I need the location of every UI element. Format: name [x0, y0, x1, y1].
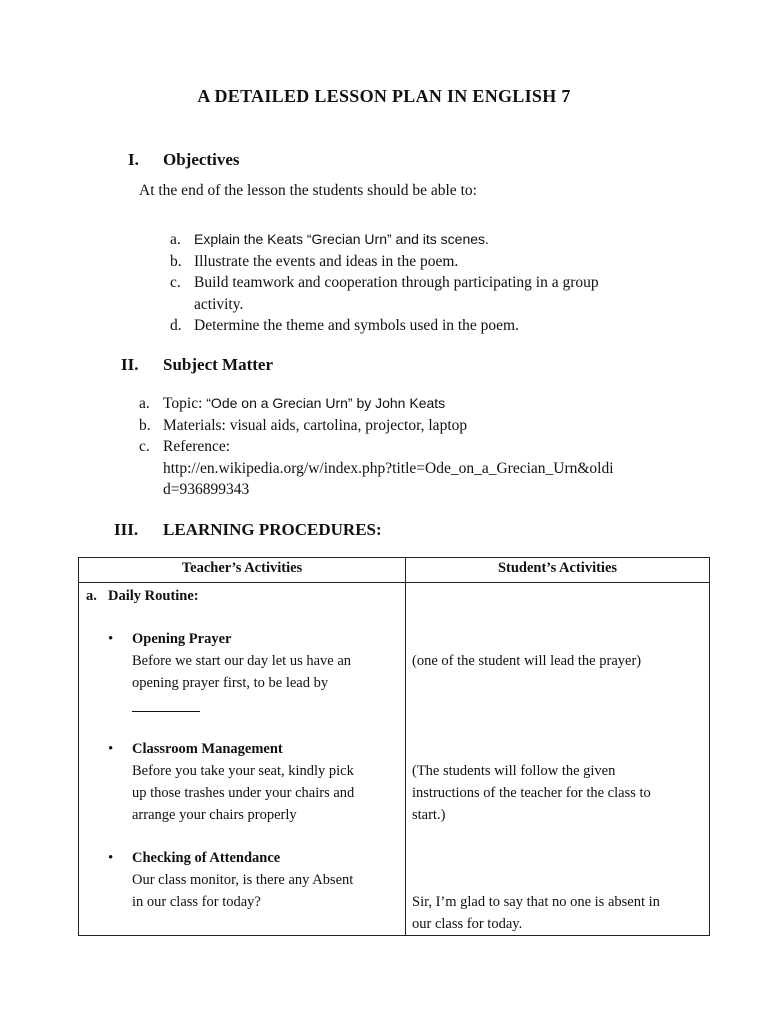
section-number: II. — [121, 355, 139, 374]
student-activities-header: Student’s Activities — [406, 558, 710, 583]
section-title: LEARNING PROCEDURES: — [163, 520, 382, 539]
bullet-icon: • — [108, 850, 114, 866]
section-title: Objectives — [163, 150, 240, 169]
section-title: Subject Matter — [163, 355, 273, 374]
routine-heading: Checking of Attendance — [132, 850, 281, 866]
list-item: a. Topic: “Ode on a Grecian Urn” by John Keats — [139, 395, 446, 412]
section-number: I. — [128, 150, 139, 169]
bullet-icon: • — [108, 741, 114, 757]
document-title: A DETAILED LESSON PLAN IN ENGLISH 7 — [197, 86, 571, 106]
fill-in-blank — [132, 697, 200, 717]
routine-heading: Opening Prayer — [132, 631, 232, 647]
objectives-intro: At the end of the lesson the students should be able to: — [139, 182, 477, 199]
reference-url: http://en.wikipedia.org/w/index.php?title=Ode_on_a_Grecian_Urn&oldi — [163, 459, 614, 477]
daily-routine-label: Daily Routine: — [108, 588, 199, 604]
list-item: b. Illustrate the events and ideas in the poem. — [170, 252, 459, 270]
teacher-activities-cell: a. Daily Routine: • Opening Prayer Before we start our day let us have an opening prayer first, to be lead by • Classroom Management Before you take your seat, kindly pick up those trashes under your chairs and arrange your chairs properly • Checking of Attendance Our class monitor, is there any Absent in our class for today? — [79, 583, 406, 936]
list-item: a. Explain the Keats “Grecian Urn” and its scenes. — [170, 231, 489, 248]
section-mark: a. — [86, 588, 97, 604]
teacher-activities-header: Teacher’s Activities — [79, 558, 406, 583]
table-row — [79, 583, 710, 936]
subject-matter-list — [139, 393, 614, 501]
list-item: b. Materials: visual aids, cartolina, projector, laptop — [139, 416, 468, 434]
routine-heading: Classroom Management — [132, 741, 283, 757]
list-item: d. Determine the theme and symbols used in the poem. — [170, 317, 519, 334]
table-header-row — [79, 558, 710, 583]
list-item: c. Reference: http://en.wikipedia.org/w/index.php?title=Ode_on_a_Grecian_Urn&oldi d=936899343 — [139, 438, 614, 498]
objectives-list — [170, 229, 599, 337]
section-number: III. — [114, 520, 139, 539]
student-activities-cell: (one of the student will lead the prayer) (The students will follow the given instructions of the teacher for the class to start.) Sir, I’m glad to say that no one is absent in our class for today. — [406, 583, 710, 936]
learning-procedures-table — [78, 557, 710, 936]
bullet-icon: • — [108, 631, 114, 647]
list-item: c. Build teamwork and cooperation through participating in a group activity. — [170, 274, 599, 313]
